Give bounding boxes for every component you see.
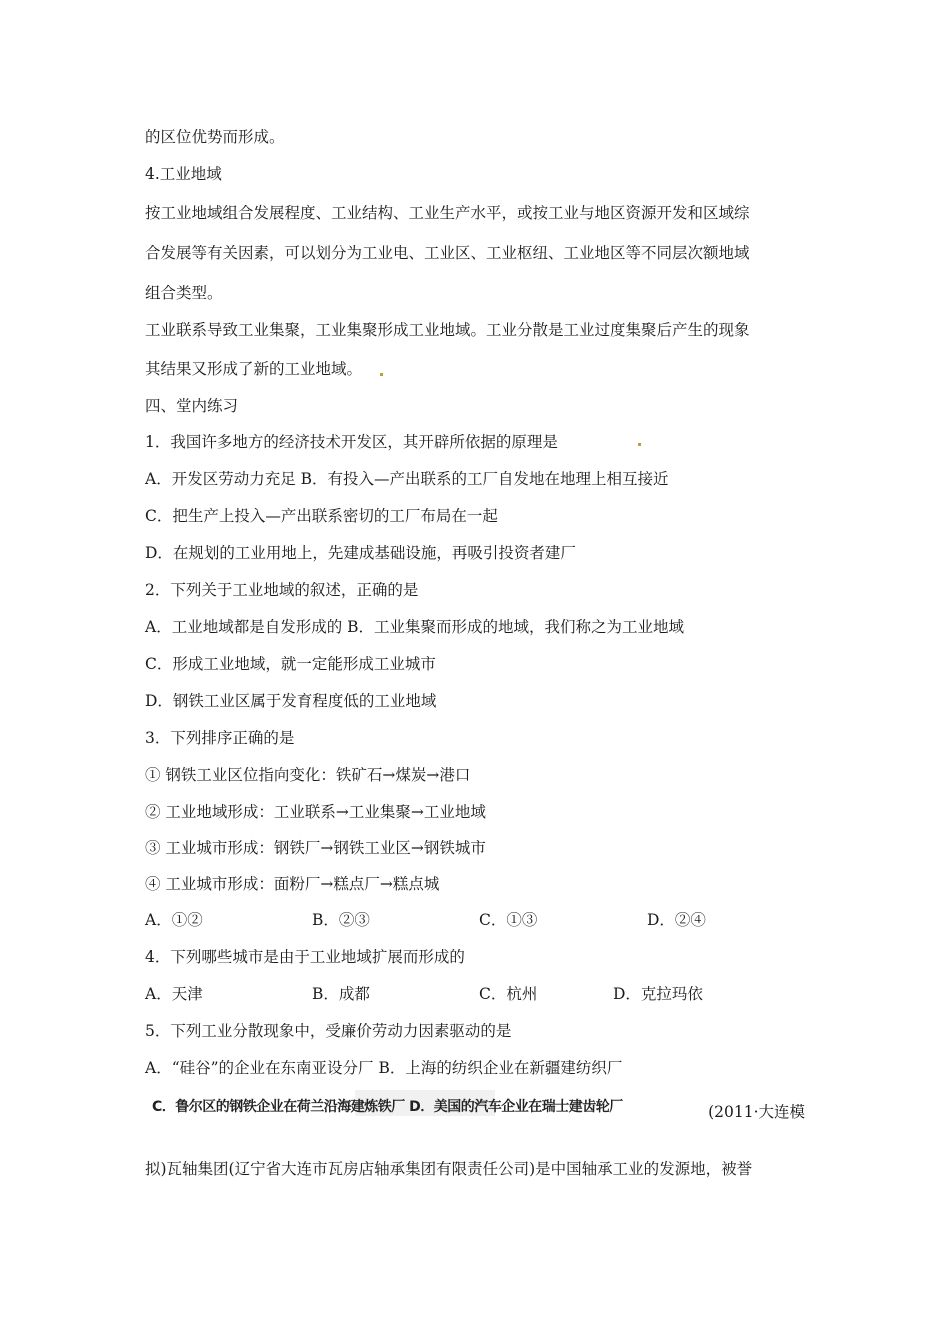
question-2-options-ab: A．工业地域都是自发形成的 B．工业集聚而形成的地域，我们称之为工业地域 (145, 618, 685, 636)
paragraph-line: 组合类型。 (145, 284, 223, 302)
decorative-dot (380, 373, 383, 376)
paragraph-line: 工业联系导致工业集聚，工业集聚形成工业地域。工业分散是工业过度集聚后产生的现象 (145, 321, 750, 339)
question-3-option-b: B．②③ (312, 911, 370, 929)
question-4: 4．下列哪些城市是由于工业地域扩展而形成的 (145, 948, 465, 966)
section-heading: 4.工业地域 (145, 165, 222, 183)
decorative-dot (638, 443, 641, 446)
question-5-options-cd-image: C．鲁尔区的钢铁企业在荷兰沿海建炼铁厂 D．美国的汽车企业在瑞士建齿轮厂 (152, 1099, 623, 1115)
question-4-option-d: D．克拉玛依 (613, 985, 703, 1003)
question-5: 5．下列工业分散现象中，受廉价劳动力因素驱动的是 (145, 1022, 512, 1040)
question-4-option-c: C．杭州 (479, 985, 538, 1003)
question-3-item: ② 工业地域形成：工业联系→工业集聚→工业地域 (145, 803, 486, 821)
question-3-item: ① 钢铁工业区位指向变化：铁矿石→煤炭→港口 (145, 766, 471, 784)
question-4-option-a: A．天津 (145, 985, 203, 1003)
paragraph-line: 合发展等有关因素，可以划分为工业电、工业区、工业枢纽、工业地区等不同层次额地域 (145, 244, 750, 262)
paragraph-line: 其结果又形成了新的工业地域。 (145, 360, 363, 378)
question-1: 1．我国许多地方的经济技术开发区，其开辟所依据的原理是 (145, 433, 558, 451)
question-2-option-c: C．形成工业地域，就一定能形成工业城市 (145, 655, 436, 673)
section-heading: 四、堂内练习 (145, 397, 239, 415)
question-3-option-a: A．①② (145, 911, 203, 929)
question-3-option-c: C．①③ (479, 911, 538, 929)
question-1-options-ab: A．开发区劳动力充足 B．有投入—产出联系的工厂自发地在地理上相互接近 (145, 470, 669, 488)
question-3: 3．下列排序正确的是 (145, 729, 295, 747)
question-5-options-ab: A．“硅谷”的企业在东南亚设分厂 B．上海的纺织企业在新疆建纺织厂 (145, 1059, 623, 1077)
question-4-option-b: B．成都 (312, 985, 370, 1003)
question-1-option-c: C．把生产上投入—产出联系密切的工厂布局在一起 (145, 507, 498, 525)
question-3-item: ③ 工业城市形成：钢铁厂→钢铁工业区→钢铁城市 (145, 839, 486, 857)
paragraph-line: 的区位优势而形成。 (145, 128, 285, 146)
question-2: 2．下列关于工业地域的叙述，正确的是 (145, 581, 419, 599)
question-2-option-d: D．钢铁工业区属于发育程度低的工业地域 (145, 692, 437, 710)
paragraph-line: 按工业地域组合发展程度、工业结构、工业生产水平，或按工业与地区资源开发和区域综 (145, 204, 750, 222)
question-3-item: ④ 工业城市形成：面粉厂→糕点厂→糕点城 (145, 875, 440, 893)
paragraph-line: 拟)瓦轴集团(辽宁省大连市瓦房店轴承集团有限责任公司)是中国轴承工业的发源地，被誉 (145, 1160, 753, 1178)
question-1-option-d: D．在规划的工业用地上，先建成基础设施，再吸引投资者建厂 (145, 544, 576, 562)
source-reference: (2011·大连模 (708, 1103, 805, 1121)
question-3-option-d: D．②④ (647, 911, 706, 929)
